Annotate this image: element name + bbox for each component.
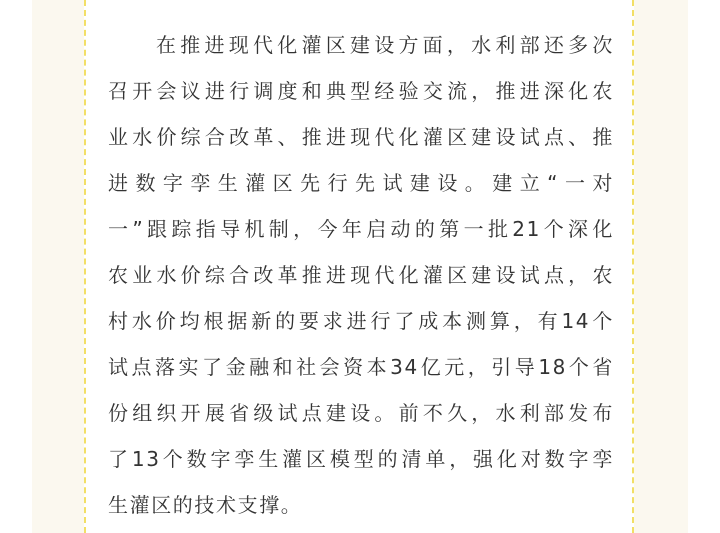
paragraph-line-2: 召开会议进行调度和典型经验交流，推进深化农 [108, 79, 614, 103]
paragraph-line-3: 业水价综合改革、推进现代化灌区建设试点、推 [108, 125, 614, 149]
paragraph-line-1: 在推进现代化灌区建设方面，水利部还多次 [156, 33, 614, 57]
article-paragraph [108, 22, 614, 528]
right-margin-strip [688, 0, 720, 533]
article-card [84, 0, 634, 533]
left-margin-strip [0, 0, 32, 533]
paragraph-line-4: 进数字孪生灌区先行先试建设。建立“一对 [108, 171, 614, 195]
paragraph-line-9: 份组织开展省级试点建设。前不久，水利部发布 [108, 401, 614, 425]
paragraph-line-5: 一”跟踪指导机制，今年启动的第一批21个深化 [108, 217, 614, 241]
paragraph-line-7: 村水价均根据新的要求进行了成本测算，有14个 [108, 309, 614, 333]
paragraph-line-11: 生灌区的技术支撑。 [108, 493, 303, 517]
paragraph-line-6: 农业水价综合改革推进现代化灌区建设试点，农 [108, 263, 614, 287]
paragraph-line-8: 试点落实了金融和社会资本34亿元，引导18个省 [108, 355, 614, 379]
paragraph-line-10: 了13个数字孪生灌区模型的清单，强化对数字孪 [108, 447, 614, 471]
